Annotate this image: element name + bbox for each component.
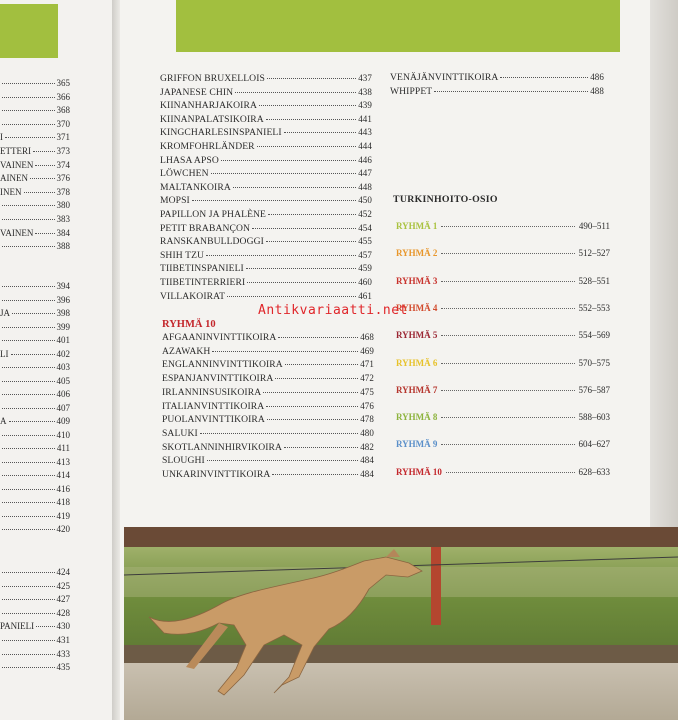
dot-leader <box>441 444 574 445</box>
toc-row <box>160 100 372 111</box>
toc-entry-page: 447 <box>358 168 372 179</box>
dot-leader <box>2 572 55 573</box>
dot-leader <box>284 132 357 133</box>
toc-entry-name: VAINEN <box>0 159 34 170</box>
dot-leader <box>441 363 574 364</box>
toc-row <box>396 303 610 313</box>
toc-row <box>0 173 70 183</box>
toc-entry-page: 461 <box>358 290 372 301</box>
toc-entry-page: 366 <box>56 91 70 102</box>
group-10-heading: RYHMÄ 10 <box>162 319 216 330</box>
toc-entry-name: WHIPPET <box>390 85 433 97</box>
toc-row <box>396 248 610 258</box>
dot-leader <box>30 178 55 179</box>
toc-row <box>0 416 70 426</box>
toc-entry-name: RYHMÄ 2 <box>396 248 438 259</box>
toc-entry-page: 371 <box>56 132 70 143</box>
toc-row <box>160 168 372 179</box>
toc-row <box>160 277 372 288</box>
toc-entry-page: 410 <box>56 429 70 440</box>
toc-entry-page: 411 <box>56 443 70 453</box>
toc-entry-page: 413 <box>56 456 70 467</box>
dot-leader <box>247 282 356 283</box>
toc-row <box>160 291 372 302</box>
toc-entry-name: INEN <box>0 186 22 197</box>
toc-entry-page: 424 <box>56 567 70 577</box>
toc-row <box>0 457 70 467</box>
toc-row <box>0 403 70 413</box>
toc-entry-page: 478 <box>360 414 374 425</box>
toc-row <box>0 524 70 534</box>
toc-entry-page: 425 <box>56 580 70 591</box>
toc-row <box>0 78 70 88</box>
toc-row <box>0 214 70 224</box>
toc-entry-name: ITALIANVINTTIKOIRA <box>162 400 265 412</box>
dot-leader <box>35 165 54 166</box>
toc-entry-name: TIIBETINSPANIELI <box>160 263 244 275</box>
dot-leader <box>2 654 55 655</box>
toc-entry-name: AINEN <box>0 173 28 184</box>
dot-leader <box>12 313 54 314</box>
dot-leader <box>2 83 55 84</box>
toc-row <box>160 127 372 138</box>
toc-entry-page: 383 <box>56 214 70 224</box>
dot-leader <box>246 268 356 269</box>
toc-row <box>0 295 70 305</box>
toc-row <box>0 119 70 129</box>
toc-entry-page: 628–633 <box>578 466 610 477</box>
toc-row <box>0 430 70 440</box>
toc-entry-page: 405 <box>56 375 70 386</box>
toc-row <box>0 389 70 399</box>
dot-leader <box>192 200 356 201</box>
toc-entry-name: AZAWAKH <box>162 345 211 357</box>
dot-leader <box>272 474 358 475</box>
toc-entry-page: 438 <box>358 86 372 97</box>
toc-entry-page: 450 <box>358 195 372 206</box>
toc-row <box>0 635 70 645</box>
dot-leader <box>233 187 356 188</box>
dot-leader <box>200 433 358 434</box>
toc-entry-page: 374 <box>56 159 70 170</box>
dot-leader <box>434 91 588 92</box>
right-color-bar <box>176 0 620 52</box>
toc-entry-name: KIINANPALATSIKOIRA <box>160 113 264 125</box>
toc-entry-name: RYHMÄ 7 <box>396 384 438 395</box>
toc-row <box>160 114 372 125</box>
toc-row <box>162 401 374 412</box>
toc-entry-page: 552–553 <box>578 302 610 313</box>
toc-entry-name: RANSKANBULLDOGGI <box>160 236 264 248</box>
dot-leader <box>2 489 55 490</box>
toc-row <box>0 443 70 453</box>
toc-entry-page: 484 <box>360 455 374 466</box>
toc-row <box>396 385 610 395</box>
toc-entry-page: 486 <box>590 72 604 82</box>
toc-entry-page: 446 <box>358 154 372 165</box>
toc-entry-page: 604–627 <box>578 439 610 450</box>
dot-leader <box>211 173 357 174</box>
toc-row <box>160 195 372 206</box>
toc-entry-page: 368 <box>56 105 70 116</box>
toc-entry-name: JAPANESE CHIN <box>160 86 234 98</box>
toc-row <box>390 72 604 83</box>
watermark-text: Antikvariaatti.net <box>258 303 408 318</box>
dot-leader <box>33 151 55 152</box>
dot-leader <box>2 124 55 125</box>
left-color-bar <box>0 4 58 58</box>
dot-leader <box>257 146 357 147</box>
dot-leader <box>2 462 55 463</box>
toc-entry-page: 380 <box>56 200 70 211</box>
toc-entry-page: 448 <box>358 181 372 192</box>
toc-entry-name: LHASA APSO <box>160 154 219 166</box>
toc-entry-page: 475 <box>360 386 374 397</box>
toc-entry-page: 454 <box>358 222 372 233</box>
dot-leader <box>268 214 356 215</box>
dot-leader <box>2 502 55 503</box>
dot-leader <box>227 296 356 297</box>
toc-entry-page: 482 <box>360 441 374 452</box>
toc-row <box>162 442 374 453</box>
toc-entry-name: I <box>0 132 3 143</box>
toc-row <box>0 608 70 618</box>
toc-entry-page: 401 <box>56 335 70 345</box>
toc-entry-name: MOPSI <box>160 195 190 207</box>
toc-entry-page: 427 <box>56 594 70 605</box>
dot-leader <box>441 417 574 418</box>
toc-entry-page: 554–569 <box>578 330 610 341</box>
toc-row <box>0 581 70 591</box>
toc-entry-name: SLOUGHI <box>162 455 205 467</box>
dot-leader <box>2 110 55 111</box>
toc-entry-page: 468 <box>360 332 374 342</box>
toc-entry-name: MALTANKOIRA <box>160 181 231 193</box>
toc-row <box>0 241 70 251</box>
toc-entry-page: 576–587 <box>578 384 610 395</box>
dot-leader <box>212 351 358 352</box>
dot-leader <box>2 327 55 328</box>
dot-leader <box>2 340 55 341</box>
toc-entry-name: ETTERI <box>0 146 31 156</box>
dot-leader <box>2 97 55 98</box>
toc-row <box>162 373 374 384</box>
toc-row <box>0 228 70 238</box>
toc-row <box>0 146 70 156</box>
toc-entry-name: PETIT BRABANÇON <box>160 222 251 234</box>
dot-leader <box>284 447 358 448</box>
dot-leader <box>441 335 574 336</box>
dot-leader <box>285 364 358 365</box>
toc-entry-page: 399 <box>56 321 70 332</box>
dot-leader <box>2 300 55 301</box>
toc-entry-page: 528–551 <box>578 275 610 286</box>
toc-entry-page: 457 <box>358 249 372 260</box>
dot-leader <box>2 219 55 220</box>
toc-row <box>162 346 374 357</box>
dot-leader <box>266 119 356 120</box>
toc-entry-name: RYHMÄ 6 <box>396 357 438 368</box>
toc-entry-page: 370 <box>56 118 70 129</box>
dot-leader <box>2 435 55 436</box>
dot-leader <box>2 516 55 517</box>
toc-entry-page: 418 <box>56 497 70 507</box>
toc-row <box>0 497 70 507</box>
dot-leader <box>11 354 55 355</box>
dot-leader <box>2 394 55 395</box>
toc-entry-name: SHIH TZU <box>160 249 205 261</box>
left-page <box>0 0 112 720</box>
toc-entry-page: 433 <box>56 648 70 659</box>
toc-entry-page: 441 <box>358 113 372 124</box>
toc-entry-page: 394 <box>56 281 70 291</box>
toc-entry-page: 472 <box>360 373 374 384</box>
toc-row <box>160 250 372 261</box>
dot-leader <box>24 192 55 193</box>
dot-leader <box>500 77 588 78</box>
toc-entry-page: 484 <box>360 469 374 479</box>
toc-entry-name: RYHMÄ 3 <box>396 275 438 286</box>
toc-row <box>0 349 70 359</box>
toc-row <box>0 594 70 604</box>
toc-row <box>160 236 372 247</box>
toc-entry-page: 373 <box>56 146 70 156</box>
dot-leader <box>2 667 55 668</box>
toc-entry-page: 476 <box>360 400 374 411</box>
toc-entry-page: 388 <box>56 241 70 252</box>
toc-row <box>0 662 70 672</box>
toc-row <box>0 567 70 577</box>
toc-row <box>0 322 70 332</box>
book-spine <box>112 0 120 720</box>
toc-row <box>0 621 70 631</box>
toc-entry-page: 455 <box>358 236 372 247</box>
dot-leader <box>446 472 575 473</box>
dot-leader <box>263 392 358 393</box>
dot-leader <box>278 337 358 338</box>
dot-leader <box>2 640 55 641</box>
toc-entry-page: 443 <box>358 127 372 138</box>
dot-leader <box>275 378 358 379</box>
toc-row <box>396 439 610 449</box>
dot-leader <box>259 105 356 106</box>
toc-entry-page: 439 <box>358 100 372 111</box>
toc-entry-page: 471 <box>360 359 374 370</box>
toc-row <box>160 263 372 274</box>
toc-entry-page: 480 <box>360 427 374 438</box>
dot-leader <box>441 281 574 282</box>
toc-entry-page: 512–527 <box>578 248 610 259</box>
toc-entry-name: JA <box>0 308 11 318</box>
toc-entry-page: 378 <box>56 186 70 197</box>
dot-leader <box>266 406 358 407</box>
dot-leader <box>2 246 55 247</box>
toc-row <box>162 469 374 480</box>
toc-entry-name: GRIFFON BRUXELLOIS <box>160 73 265 84</box>
toc-row <box>0 281 70 291</box>
toc-entry-page: 437 <box>358 73 372 83</box>
toc-row <box>160 182 372 193</box>
toc-entry-name: LI <box>0 348 9 359</box>
dot-leader <box>2 367 55 368</box>
dot-leader <box>252 228 356 229</box>
toc-entry-name: ESPANJANVINTTIKOIRA <box>162 373 274 385</box>
toc-entry-name: RYHMÄ 4 <box>396 302 438 313</box>
toc-row <box>396 358 610 368</box>
toc-row <box>0 132 70 142</box>
toc-entry-name: SKOTLANNINHIRVIKOIRA <box>162 441 283 453</box>
dot-leader <box>5 137 55 138</box>
toc-row <box>160 209 372 220</box>
dot-leader <box>2 613 55 614</box>
dot-leader <box>2 381 55 382</box>
toc-row <box>0 484 70 494</box>
dot-leader <box>36 626 54 627</box>
dot-leader <box>9 421 55 422</box>
toc-entry-page: 469 <box>360 345 374 356</box>
racing-dog-image <box>124 527 678 720</box>
toc-entry-page: 402 <box>56 348 70 359</box>
toc-entry-page: 409 <box>56 416 70 426</box>
toc-entry-name: IRLANNINSUSIKOIRA <box>162 386 262 398</box>
toc-entry-name: RYHMÄ 5 <box>396 330 438 341</box>
dot-leader <box>2 529 55 530</box>
dot-leader <box>2 205 55 206</box>
toc-entry-page: 407 <box>56 402 70 413</box>
toc-row <box>396 330 610 340</box>
toc-row <box>160 87 372 98</box>
grooming-section-heading: TURKINHOITO-OSIO <box>393 194 498 205</box>
toc-entry-page: 419 <box>56 510 70 521</box>
toc-row <box>162 387 374 398</box>
dot-leader <box>267 419 358 420</box>
toc-row <box>162 455 374 466</box>
toc-entry-name: VAINEN <box>0 227 34 238</box>
toc-entry-page: 376 <box>56 173 70 184</box>
toc-entry-page: 428 <box>56 607 70 618</box>
dot-leader <box>441 308 574 309</box>
dot-leader <box>35 233 54 234</box>
dot-leader <box>2 599 55 600</box>
dot-leader <box>206 255 356 256</box>
toc-row <box>0 308 70 318</box>
toc-row <box>0 470 70 480</box>
toc-entry-page: 403 <box>56 362 70 372</box>
toc-row <box>162 332 374 343</box>
dot-leader <box>221 160 356 161</box>
toc-row <box>162 359 374 370</box>
toc-row <box>160 73 372 84</box>
toc-row <box>0 362 70 372</box>
toc-row <box>396 221 610 231</box>
toc-row <box>396 467 610 477</box>
dot-leader <box>441 226 574 227</box>
toc-entry-name: UNKARINVINTTIKOIRA <box>162 469 271 480</box>
toc-entry-name: PAPILLON JA PHALÈNE <box>160 209 267 220</box>
toc-entry-page: 490–511 <box>578 221 610 231</box>
dot-leader <box>441 390 574 391</box>
toc-entry-page: 444 <box>358 141 372 151</box>
greyhound-photo <box>124 527 678 720</box>
dot-leader <box>441 253 574 254</box>
toc-entry-name: RYHMÄ 8 <box>396 412 438 423</box>
toc-row <box>0 92 70 102</box>
toc-entry-name: LÖWCHEN <box>160 168 209 180</box>
dot-leader <box>235 92 356 93</box>
toc-entry-page: 414 <box>56 470 70 480</box>
toc-row <box>396 276 610 286</box>
toc-entry-page: 420 <box>56 524 70 534</box>
toc-entry-page: 435 <box>56 662 70 673</box>
toc-row <box>0 376 70 386</box>
toc-entry-page: 460 <box>358 277 372 287</box>
dot-leader <box>267 78 356 79</box>
toc-entry-page: 416 <box>56 483 70 494</box>
toc-entry-page: 459 <box>358 263 372 274</box>
toc-entry-name: SALUKI <box>162 427 198 439</box>
toc-entry-page: 430 <box>56 621 70 632</box>
toc-entry-name: AFGAANINVINTTIKOIRA <box>162 332 277 343</box>
dot-leader <box>2 586 55 587</box>
toc-entry-name: KIINANHARJAKOIRA <box>160 100 257 112</box>
dot-leader <box>2 448 55 449</box>
toc-row <box>396 412 610 422</box>
toc-entry-name: A <box>0 416 7 426</box>
toc-row <box>0 649 70 659</box>
toc-row <box>160 223 372 234</box>
toc-row <box>0 511 70 521</box>
toc-entry-name: KINGCHARLESINSPANIELI <box>160 127 282 139</box>
dot-leader <box>2 475 55 476</box>
toc-row <box>160 141 372 152</box>
toc-entry-page: 588–603 <box>578 412 610 423</box>
toc-entry-name: VILLAKOIRAT <box>160 290 226 302</box>
toc-entry-name: PANIELI <box>0 621 35 632</box>
toc-entry-page: 570–575 <box>578 357 610 368</box>
toc-row <box>0 105 70 115</box>
toc-row <box>162 414 374 425</box>
dot-leader <box>207 460 358 461</box>
toc-entry-name: KROMFOHRLÄNDER <box>160 141 255 152</box>
toc-entry-name: TIIBETINTERRIERI <box>160 277 246 288</box>
toc-entry-page: 406 <box>56 389 70 399</box>
dot-leader <box>266 241 356 242</box>
toc-row <box>0 200 70 210</box>
toc-entry-page: 431 <box>56 635 70 645</box>
toc-entry-page: 384 <box>56 227 70 238</box>
toc-row <box>0 335 70 345</box>
toc-entry-page: 396 <box>56 294 70 305</box>
toc-entry-page: 365 <box>56 78 70 88</box>
toc-entry-name: ENGLANNINVINTTIKOIRA <box>162 359 283 371</box>
toc-entry-name: RYHMÄ 9 <box>396 439 438 450</box>
toc-row <box>0 160 70 170</box>
toc-entry-name: RYHMÄ 10 <box>396 466 442 477</box>
toc-row <box>160 155 372 166</box>
toc-row <box>390 86 604 97</box>
toc-entry-name: PUOLANVINTTIKOIRA <box>162 414 265 426</box>
toc-entry-page: 398 <box>56 308 70 318</box>
toc-row <box>0 187 70 197</box>
toc-entry-page: 452 <box>358 209 372 219</box>
toc-entry-page: 488 <box>590 85 604 96</box>
toc-entry-name: VENÄJÄNVINTTIKOIRA <box>390 72 499 83</box>
dot-leader <box>2 408 55 409</box>
toc-row <box>162 428 374 439</box>
dot-leader <box>2 286 55 287</box>
toc-entry-name: RYHMÄ 1 <box>396 221 438 231</box>
